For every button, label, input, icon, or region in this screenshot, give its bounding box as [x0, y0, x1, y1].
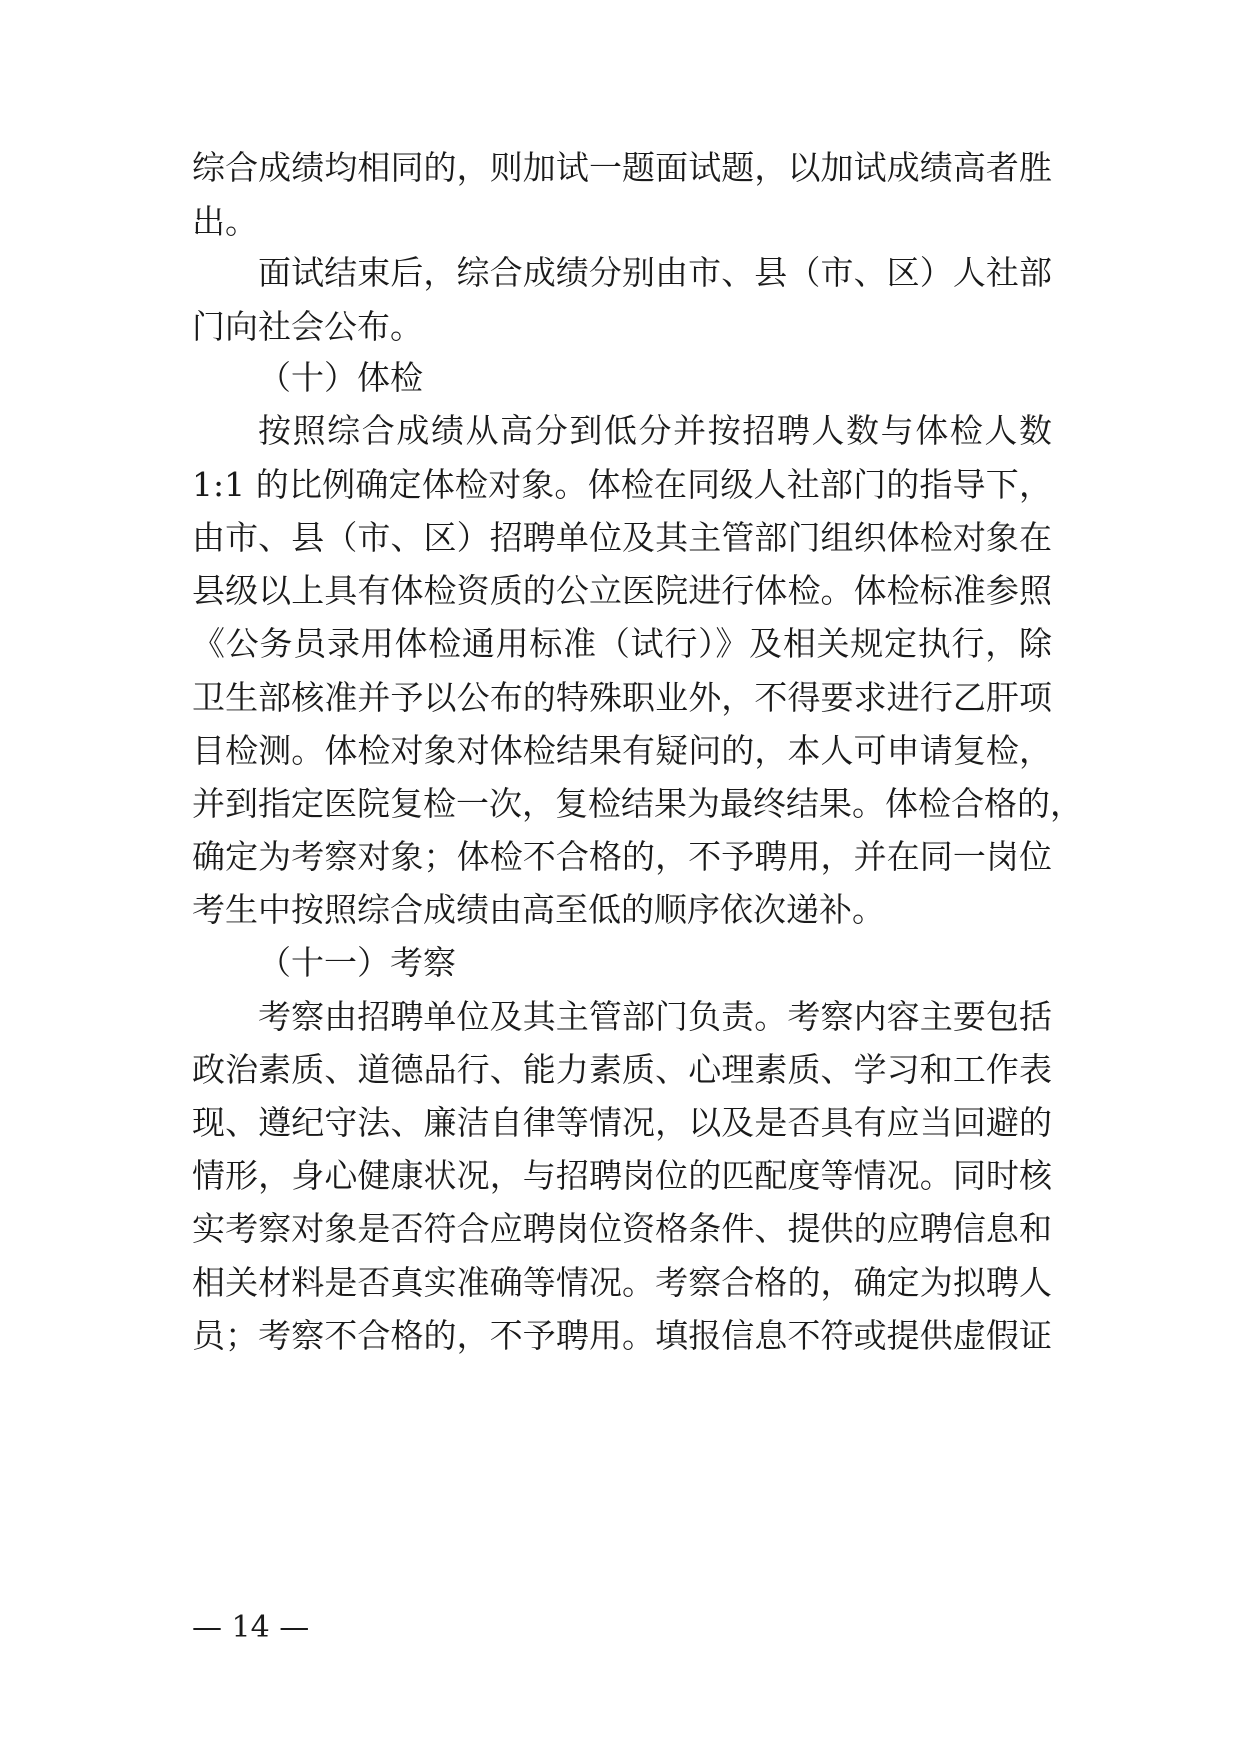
paragraph-line: 情形，身心健康状况，与招聘岗位的匹配度等情况。同时核 [192, 1156, 1052, 1195]
section-heading: （十一）考察 [258, 943, 456, 982]
page-number: — 14 — [192, 1610, 310, 1645]
paragraph-line: 确定为考察对象；体检不合格的，不予聘用，并在同一岗位 [192, 837, 1052, 876]
paragraph-line: 政治素质、道德品行、能力素质、心理素质、学习和工作表 [192, 1050, 1052, 1089]
paragraph-line: 按照综合成绩从高分到低分并按招聘人数与体检人数 [258, 411, 1052, 450]
paragraph-line: 现、遵纪守法、廉洁自律等情况，以及是否具有应当回避的 [192, 1103, 1052, 1142]
paragraph-line: 《公务员录用体检通用标准（试行）》及相关规定执行，除 [192, 624, 1052, 663]
paragraph-line: 卫生部核准并予以公布的特殊职业外，不得要求进行乙肝项 [192, 678, 1052, 717]
paragraph-line: 员；考察不合格的，不予聘用。填报信息不符或提供虚假证 [192, 1316, 1052, 1355]
paragraph-line: 由市、县（市、区）招聘单位及其主管部门组织体检对象在 [192, 518, 1052, 557]
paragraph-line: 考生中按照综合成绩由高至低的顺序依次递补。 [192, 890, 885, 929]
paragraph-line: 实考察对象是否符合应聘岗位资格条件、提供的应聘信息和 [192, 1209, 1052, 1248]
paragraph-line: 相关材料是否真实准确等情况。考察合格的，确定为拟聘人 [192, 1263, 1052, 1302]
paragraph-line: 门向社会公布。 [192, 307, 423, 346]
section-heading: （十）体检 [258, 358, 423, 397]
paragraph-line: 综合成绩均相同的，则加试一题面试题，以加试成绩高者胜 [192, 148, 1052, 187]
paragraph-line: 县级以上具有体检资质的公立医院进行体检。体检标准参照 [192, 571, 1052, 610]
paragraph-line: 1:1 的比例确定体检对象。体检在同级人社部门的指导下， [192, 465, 1052, 504]
paragraph-line: 目检测。体检对象对体检结果有疑问的，本人可申请复检， [192, 731, 1052, 770]
paragraph-line: 面试结束后，综合成绩分别由市、县（市、区）人社部 [258, 253, 1052, 292]
paragraph-line: 出。 [192, 202, 258, 241]
paragraph-line: 并到指定医院复检一次，复检结果为最终结果。体检合格的， [192, 784, 1083, 823]
paragraph-line: 考察由招聘单位及其主管部门负责。考察内容主要包括 [258, 997, 1052, 1036]
